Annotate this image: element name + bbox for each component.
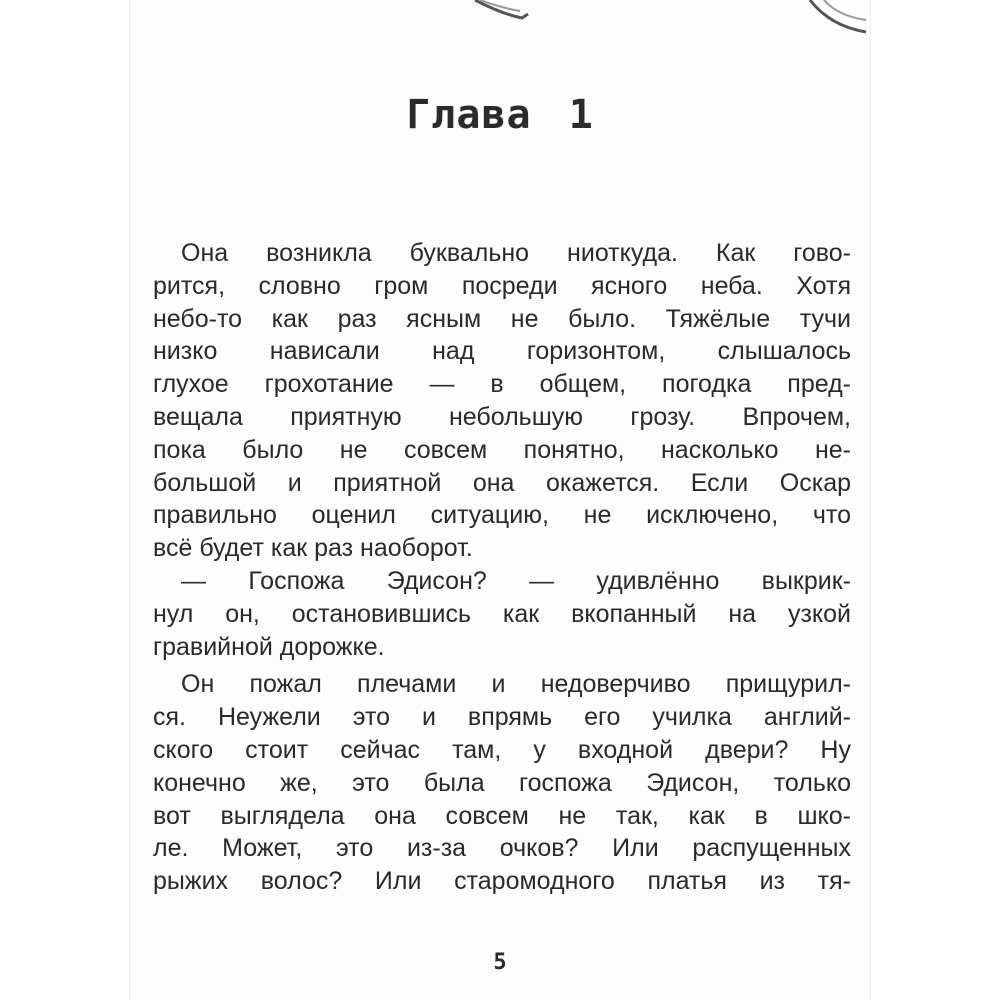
text-line: гравийной дорожке.: [153, 632, 385, 661]
paragraph-1: [153, 237, 851, 565]
text-line: рится, словно гром посреди ясного неба. Хотя: [153, 271, 851, 300]
paragraph-3: [153, 668, 851, 898]
text-line: правильно оценил ситуацию, не исключено, что: [153, 501, 851, 530]
text-line: пока было не совсем понятно, насколько не-: [153, 435, 851, 464]
text-line: Она возникла буквально ниоткуда. Как гово-: [181, 239, 851, 267]
page-number: 5: [493, 950, 507, 975]
text-line: большой и приятной она окажется. Если Оскар: [153, 468, 851, 497]
text-line: ле. Может, это из-за очков? Или распущенных: [153, 834, 851, 863]
text-line: всё будет как раз наоборот.: [153, 534, 473, 563]
text-line: ся. Неужели это и впрямь его училка англий-: [153, 703, 851, 732]
text-line: ского стоит сейчас там, у входной двери? Ну: [153, 735, 851, 764]
text-line: вот выглядела она совсем не так, как в шко-: [153, 801, 851, 830]
text-line: — Госпожа Эдисон? — удивлённо выкрик-: [181, 566, 851, 595]
illustration-stroke-left: [475, 0, 528, 18]
illustration-stroke-right: [810, 0, 866, 32]
text-line: конечно же, это была госпожа Эдисон, только: [153, 768, 851, 797]
text-line: нул он, остановившись как вкопанный на узкой: [153, 599, 851, 628]
chapter-title: Глава 1: [406, 92, 594, 138]
text-line: низко нависали над горизонтом, слышалось: [153, 337, 851, 366]
text-line: глухое грохотание — в общем, погодка пред-: [153, 370, 851, 399]
text-line: вещала приятную небольшую грозу. Впрочем,: [153, 402, 851, 431]
text-line: рыжих волос? Или старомодного платья из тя-: [153, 867, 851, 896]
paragraph-2: [153, 565, 851, 663]
body-text: [153, 237, 851, 898]
book-page: [130, 0, 870, 1000]
text-line: Он пожал плечами и недоверчиво прищурил-: [181, 670, 851, 699]
text-line: небо-то как раз ясным не было. Тяжёлые тучи: [153, 304, 851, 333]
top-edge-illustration: [130, 0, 870, 40]
